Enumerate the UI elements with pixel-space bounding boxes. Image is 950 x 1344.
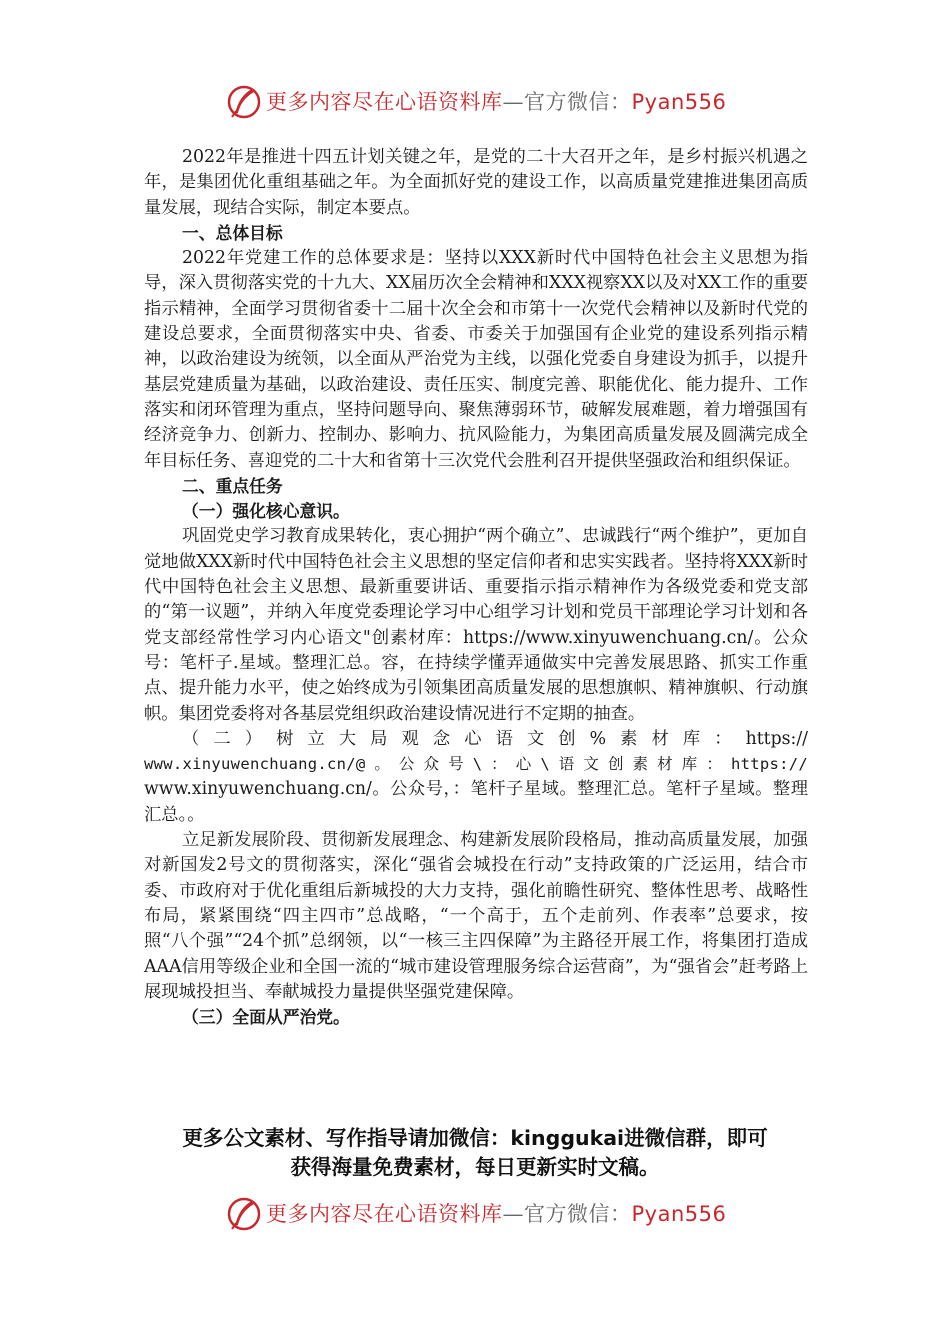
banner-text: [266, 88, 726, 116]
promo-line-1: 更多公文素材、写作指导请加微信：kinggukai进微信群，即可: [182, 1126, 768, 1150]
banner-title: 更多内容尽在心语资料库: [266, 90, 503, 114]
task-paragraph-2: 立足新发展阶段、贯彻新发展理念、构建新发展阶段格局，推动高质量发展，加强对新国发2号文的贯彻落实，深化“强省会城投在行动”支持政策的广泛运用，结合市委、市政府对于优化重组后新城投的大力支持，强化前瞻性研究、整体性思考、战略性布局，紧紧围绕“四主四市”总战略，“一个高于，五个走前列、作表率”总要求，按照“八个强”“24个抓”总纲领，以“一核三主四保障”为主路径开展工作，将集团打造成AAA信用等级企业和全国一流的“城市建设管理服务综合运营商”，为“强省会”赶考路上展现城投担当、奉献城投力量提供坚强党建保障。: [144, 830, 808, 1002]
banner-wechat-label: —官方微信：: [502, 1202, 632, 1226]
goal-paragraph: 2022年党建工作的总体要求是：坚持以XXX新时代中国特色社会主义思想为指导，深入贯彻落实党的十九大、XX届历次全会精神和XXX视察XX以及对XX工作的重要指示精神，全面学习贯彻省委十二届十次全会和市第十一次党代会精神以及新时代党的建设总要求，全面贯彻落实中央、省委、市委关于加强国有企业党的建设系列指示精神，以政治建设为统领，以全面从严治党为主线，以强化党委自身建设为抓手，以提升基层党建质量为基础，以政治建设、责任压实、制度完善、职能优化、能力提升、工作落实和闭环管理为重点，坚持问题导向、聚焦薄弱环节，破解发展难题，着力增强国有经济竞争力、创新力、控制办、影响力、抗风险能力，为集团高质量发展及圆满完成全年目标任务、喜迎党的二十大和省第十三次党代会胜利召开提供坚强政治和组织保证。: [144, 248, 808, 471]
quill-logo-icon: [226, 84, 262, 120]
section-heading-1: 一、总体目标: [182, 222, 283, 243]
subheading-2-line1: （二）树立大局观念心语文创%素材库：https://: [182, 728, 808, 749]
promo-notice: [100, 1124, 850, 1182]
promo-line-2: 获得海量免费素材，每日更新实时文稿。: [290, 1155, 660, 1179]
footer-banner: [0, 1192, 950, 1236]
banner-wechat-id: Pyan556: [631, 90, 727, 114]
quill-logo-icon: [226, 1196, 262, 1232]
subheading-1: （一）强化核心意识。: [182, 501, 350, 522]
section-heading-2: 二、重点任务: [182, 475, 283, 496]
banner-wechat-label: —官方微信：: [502, 90, 632, 114]
subheading-3: （三）全面从严治党。: [182, 1007, 350, 1028]
task-paragraph-1: 巩固党史学习教育成果转化，衷心拥护“两个确立”、忠诚践行“两个维护”，更加自觉地做XXX新时代中国特色社会主义思想的坚定信仰者和忠实实践者。坚持将XXX新时代中国特色社会主义思想、最新重要讲话、重要指示指示精神作为各级党委和党支部的“第一议题”，并纳入年度党委理论学习中心组学习计划和党员干部理论学习计划和各党支部经常性学习内心语文"创素材库：https://www.xinyuwenchuang.cn/。公众号：笔杆子.星域。整理汇总。容，在持续学懂弄通做实中完善发展思路、抓实工作重点、提升能力水平，使之始终成为引领集团高质量发展的思想旗帜、精神旗帜、行动旗帜。集团党委将对各基层党组织政治建设情况进行不定期的抽查。: [144, 526, 808, 724]
subheading-2-line2: www.xinyuwenchuang.cn/@。公众号\：心\语文创素材库：https://: [144, 755, 808, 774]
banner-wechat-id: Pyan556: [631, 1202, 727, 1226]
document-body: [144, 145, 808, 1030]
header-banner: [0, 80, 950, 124]
banner-text: [266, 1200, 726, 1228]
banner-title: 更多内容尽在心语资料库: [266, 1202, 503, 1226]
intro-paragraph: 2022年是推进十四五计划关键之年，是党的二十大召开之年，是乡村振兴机遇之年，是集团优化重组基础之年。为全面抓好党的建设工作，以高质量党建推进集团高质量发展，现结合实际，制定本要点。: [144, 147, 808, 218]
subheading-2-rest: www.xinyuwenchuang.cn/。公众号，：笔杆子星域。整理汇总。笔杆子星域。整理汇总。。: [144, 779, 808, 825]
